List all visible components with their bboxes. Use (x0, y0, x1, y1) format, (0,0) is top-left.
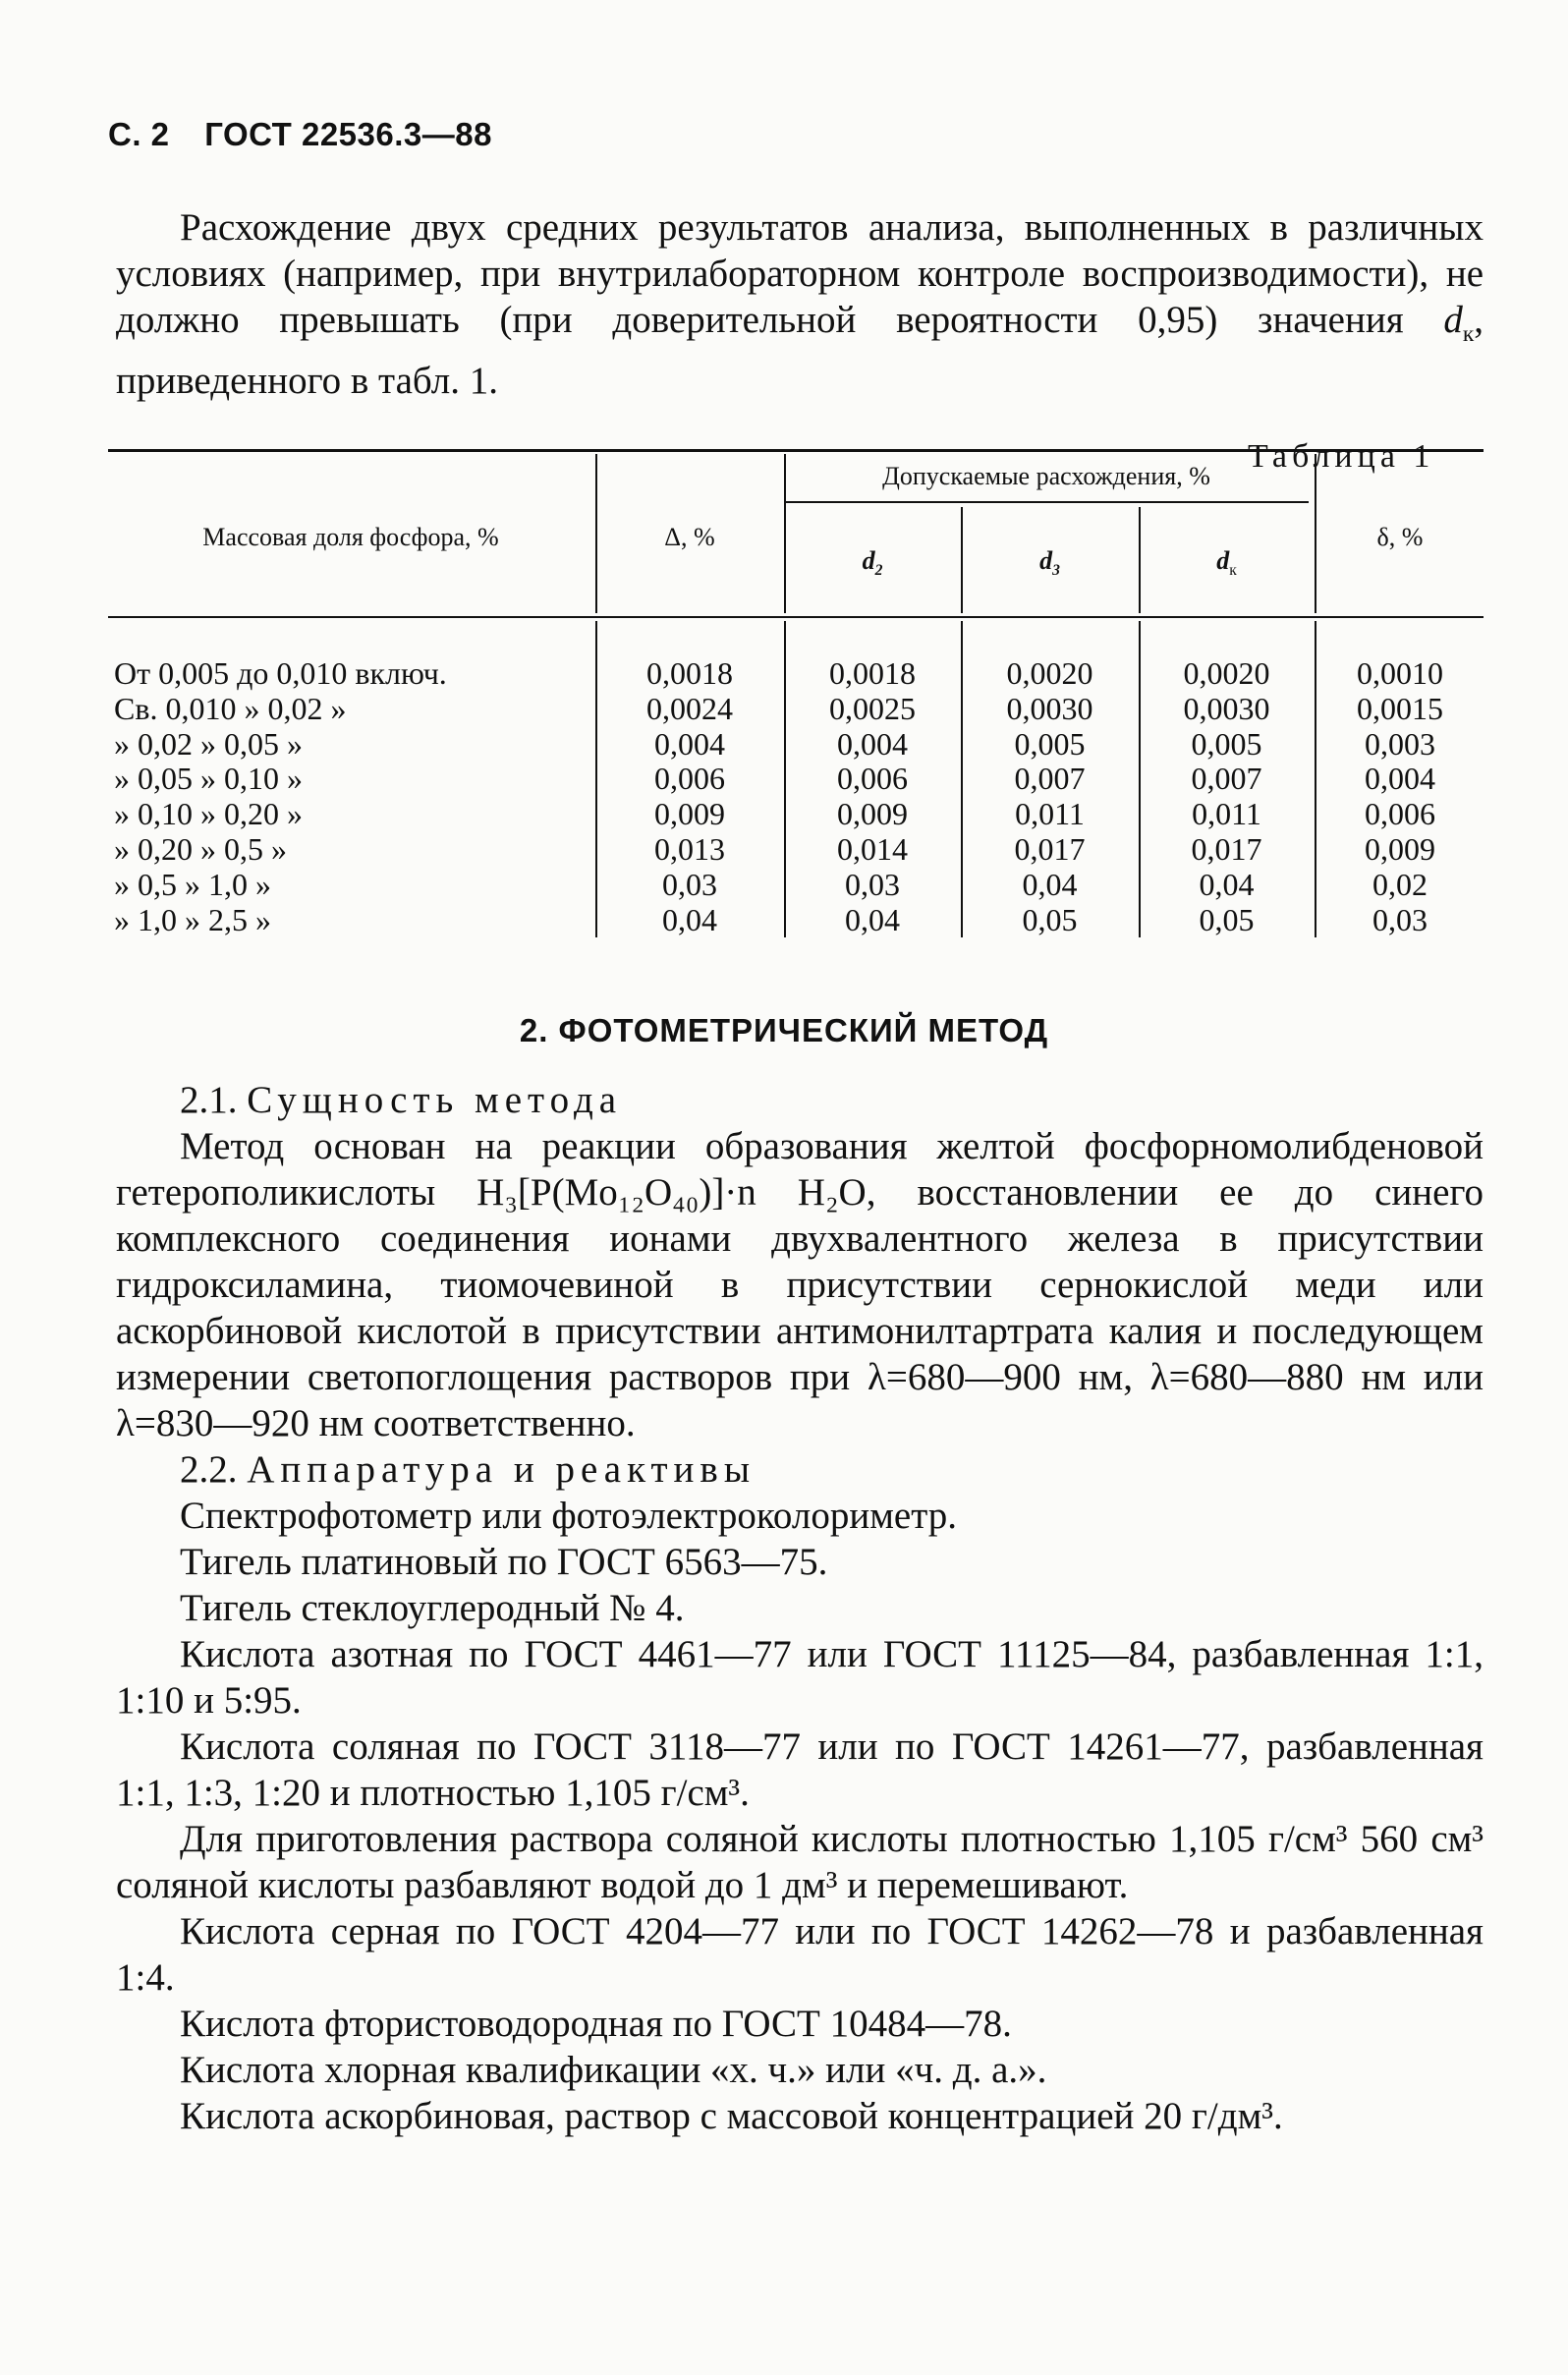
intro-paragraph (116, 204, 1484, 404)
table-cell-d2: 0,0025 (829, 690, 916, 726)
table-cell-d3: 0,04 (1022, 866, 1078, 902)
table-cell-delta-cap: 0,009 (654, 796, 725, 832)
table-cell-d2: 0,03 (845, 866, 900, 902)
th-d2: $d_2$ (862, 546, 883, 580)
table-cell-dk: 0,04 (1199, 866, 1255, 902)
subsection-2-2-heading (116, 1446, 1484, 1493)
table-cell-dk: 0,0020 (1183, 655, 1270, 691)
table-cell-delta: 0,03 (1372, 901, 1428, 937)
table-cell-d3: 0,011 (1015, 796, 1085, 832)
section-title: 2. ФОТОМЕТРИЧЕСКИЙ МЕТОД (519, 1012, 1049, 1048)
subsection-2-1-number: 2.1. (180, 1079, 238, 1121)
table-cell-delta-cap: 0,006 (654, 761, 725, 797)
reagent-item: Кислота серная по ГОСТ 4204—77 или по ГОСТ 14262—78 и разбавленная 1:4. (116, 1910, 1484, 1999)
intro-var: d (1443, 299, 1463, 341)
reagent-item: Спектрофотометр или фотоэлектроколориметр. (180, 1495, 957, 1537)
table-cell-dk: 0,05 (1199, 901, 1255, 937)
table-cell-dk: 0,007 (1191, 761, 1262, 797)
table-cell-delta-cap: 0,004 (654, 725, 725, 762)
table-cell-delta: 0,009 (1365, 831, 1435, 867)
intro-var-sub: к (1462, 320, 1475, 347)
table-cell-d3: 0,017 (1014, 831, 1086, 867)
chemical-formula: H₃[P(Mo₁₂O₄₀)]·n H₂O (476, 1171, 867, 1214)
table-cell-d2: 0,004 (837, 725, 908, 762)
table-cell-range: » 0,10 » 0,20 » (114, 796, 303, 832)
intro-text: Расхождение двух средних результатов анализа, выполненных в различных условиях (например, при внутрилабораторном контроле воспроизводимости), не должно превышать (при доверительной вероятности 0,95) значения (116, 206, 1484, 341)
table-cell-d3: 0,005 (1014, 725, 1086, 762)
table-cell-d2: 0,014 (837, 831, 908, 867)
table-cell-d2: 0,04 (845, 901, 900, 937)
table-cell-d3: 0,007 (1014, 761, 1086, 797)
table-cell-delta-cap: 0,0018 (646, 655, 733, 691)
table-cell-d2: 0,009 (837, 796, 908, 832)
reagent-item: Кислота соляная по ГОСТ 3118—77 или по ГОСТ 14261—77, разбавленная 1:1, 1:3, 1:20 и плотностью 1,105 г/см³. (116, 1725, 1484, 1814)
table-cell-delta-cap: 0,013 (654, 831, 725, 867)
subsection-2-1-title: Сущность метода (247, 1079, 623, 1121)
subsection-2-1-text: Метод основан на реакции образования желтой фосфорномолибденовой гетерополикислоты H₃[P(Mo₁₂O₄₀)]·n H₂O, восстановлении ее до синего комплексного соединения ионами двухвалентного железа в присутствии гидроксиламина, тиомочевиной в присутствии сернокислой меди или аскорбиновой кислотой в присутствии антимонилтартрата калия и последующем измерении светопоглощения растворов при λ=680—900 нм, λ=680—880 нм или λ=830—920 нм соответственно. (116, 1125, 1484, 1444)
table-cell-range: » 0,02 » 0,05 » (114, 725, 303, 762)
table-cell-range: От 0,005 до 0,010 включ. (114, 655, 447, 691)
table-cell-range: » 1,0 » 2,5 » (114, 901, 271, 937)
table-cell-dk: 0,0030 (1183, 690, 1270, 726)
table-cell-d2: 0,006 (837, 761, 908, 797)
intro-tail: , приведенного в табл. 1. (116, 299, 1484, 402)
table-cell-d2: 0,0018 (829, 655, 916, 691)
reagent-item: Для приготовления раствора соляной кислоты плотностью 1,105 г/см³ 560 см³ соляной кислоты разбавляют водой до 1 дм³ и перемешивают. (116, 1818, 1484, 1906)
th-group: Допускаемые расхождения, % (882, 462, 1210, 490)
reagent-list (116, 1493, 1484, 2139)
table-cell-delta: 0,0010 (1357, 655, 1443, 691)
th-mass-fraction: Массовая доля фосфора, % (202, 523, 499, 551)
table-cell-delta: 0,0015 (1357, 690, 1443, 726)
reagent-item: Кислота азотная по ГОСТ 4461—77 или ГОСТ 11125—84, разбавленная 1:1, 1:10 и 5:95. (116, 1633, 1484, 1722)
subsection-2-2-title: Аппаратура и реактивы (247, 1448, 756, 1491)
table-cell-delta-cap: 0,03 (662, 866, 717, 902)
table-header-rule (108, 616, 1484, 618)
table-cell-range: » 0,20 » 0,5 » (114, 831, 287, 867)
subsection-2-1-heading (116, 1077, 1484, 1123)
table-cell-d3: 0,0030 (1006, 690, 1093, 726)
standard-code: ГОСТ 22536.3—88 (204, 116, 492, 152)
table-cell-range: » 0,05 » 0,10 » (114, 761, 303, 797)
reagent-item: Кислота хлорная квалификации «х. ч.» или «ч. д. а.». (180, 2049, 1047, 2091)
reagent-item: Кислота аскорбиновая, раствор с массовой концентрацией 20 г/дм³. (180, 2095, 1283, 2137)
table-label: Таблица 1 (1248, 438, 1435, 475)
page-header (108, 116, 518, 153)
table-cell-delta-cap: 0,0024 (646, 690, 733, 726)
reagent-item: Тигель стеклоуглеродный № 4. (180, 1587, 685, 1629)
table-cell-delta: 0,02 (1372, 866, 1428, 902)
table-top-rule (108, 449, 1484, 452)
table-cell-d3: 0,0020 (1006, 655, 1093, 691)
table-cell-delta-cap: 0,04 (662, 901, 717, 937)
table-cell-delta: 0,003 (1365, 725, 1435, 762)
page-number: С. 2 (108, 116, 170, 152)
table-cell-delta: 0,006 (1365, 796, 1435, 832)
group-header-rule (784, 501, 1309, 503)
table-cell-dk: 0,011 (1192, 796, 1261, 832)
th-d3: $d_3$ (1039, 546, 1060, 580)
th-delta: δ, % (1376, 523, 1424, 551)
reagent-item: Кислота фтористоводородная по ГОСТ 10484—78. (180, 2003, 1012, 2045)
table-cell-dk: 0,017 (1191, 831, 1262, 867)
table-cell-range: » 0,5 » 1,0 » (114, 866, 271, 902)
table-cell-d3: 0,05 (1022, 901, 1078, 937)
th-delta-cap: Δ, % (664, 523, 715, 551)
table-cell-range: Св. 0,010 » 0,02 » (114, 690, 347, 726)
table-cell-delta: 0,004 (1365, 761, 1435, 797)
table-cell-dk: 0,005 (1191, 725, 1262, 762)
th-dk: $d_к$ (1216, 546, 1237, 580)
subsection-2-2-number: 2.2. (180, 1448, 238, 1491)
reagent-item: Тигель платиновый по ГОСТ 6563—75. (180, 1541, 828, 1583)
body-text (116, 1077, 1484, 2139)
